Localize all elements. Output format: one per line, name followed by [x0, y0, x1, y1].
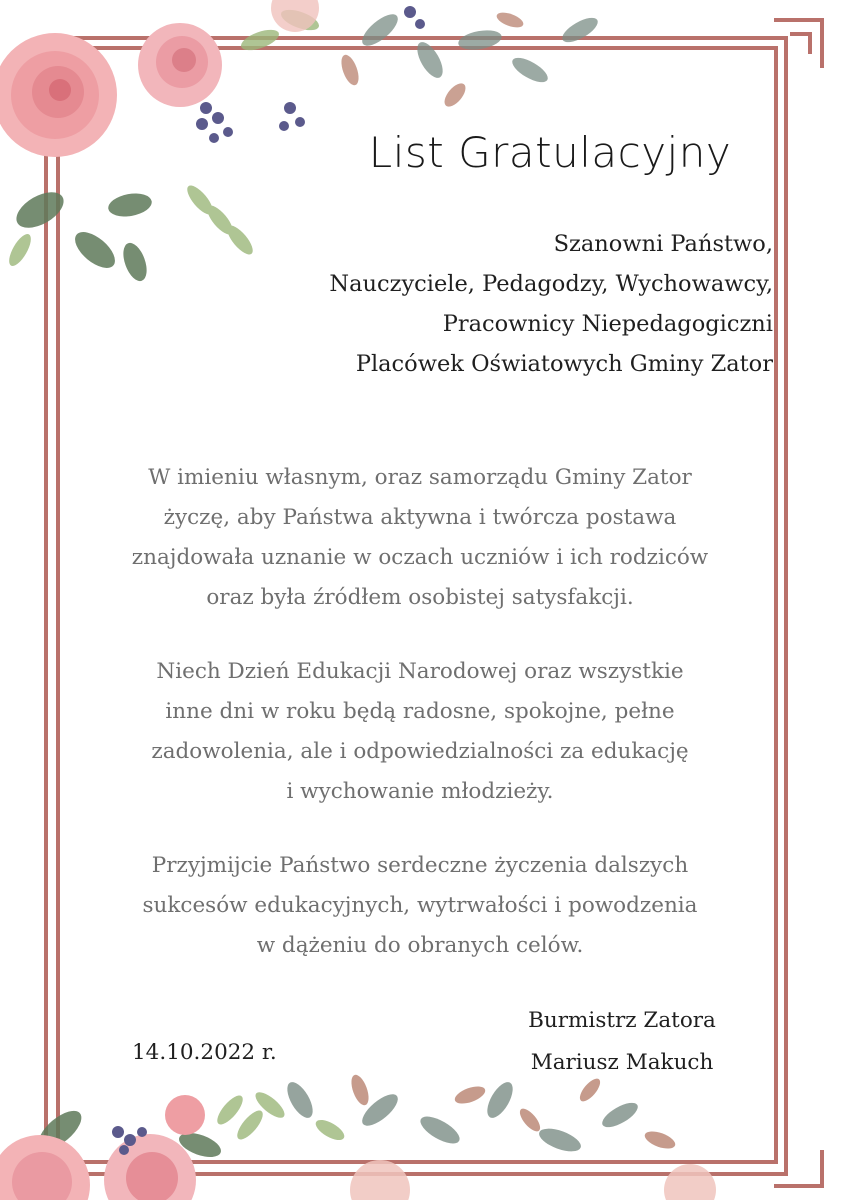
paragraph-line: w dążeniu do obranych celów.: [256, 933, 584, 958]
letter-title: List Gratulacyjny: [368, 128, 732, 177]
frame-corner-top-right-inner: [790, 32, 812, 54]
recipient-line: Pracownicy Niepedagogiczni: [442, 311, 773, 337]
paragraph-line: znajdowała uznanie w oczach uczniów i ich rodziców: [131, 545, 709, 570]
recipients-block: [213, 224, 773, 384]
floral-bottom-decoration: [0, 1070, 851, 1200]
signature-block: [512, 1000, 732, 1084]
paragraph-line: Przyjmijcie Państwo serdeczne życzenia dalszych: [151, 853, 689, 878]
paragraph-line: inne dni w roku będą radosne, spokojne, pełne: [165, 699, 675, 724]
paragraph-wishes: [90, 458, 750, 618]
recipient-line: Placówek Oświatowych Gminy Zator: [355, 351, 773, 377]
signature-name: Mariusz Makuch: [530, 1050, 714, 1075]
letter-date: 14.10.2022 r.: [132, 1040, 277, 1065]
paragraph-line: życzę, aby Państwa aktywna i twórcza postawa: [163, 505, 677, 530]
recipient-line: Szanowni Państwo,: [553, 231, 773, 257]
recipient-line: Nauczyciele, Pedagodzy, Wychowawcy,: [329, 271, 773, 297]
paragraph-education-day: [90, 652, 750, 812]
paragraph-line: sukcesów edukacyjnych, wytrwałości i powodzenia: [142, 893, 698, 918]
paragraph-line: i wychowanie młodzieży.: [286, 779, 554, 804]
signature-position: Burmistrz Zatora: [528, 1008, 716, 1033]
paragraph-line: zadowolenia, ale i odpowiedzialności za edukację: [151, 739, 689, 764]
paragraph-closing: [90, 846, 750, 966]
paragraph-line: W imieniu własnym, oraz samorządu Gminy Zator: [148, 465, 692, 490]
paragraph-line: oraz była źródłem osobistej satysfakcji.: [206, 585, 634, 610]
paragraph-line: Niech Dzień Edukacji Narodowej oraz wszystkie: [156, 659, 684, 684]
